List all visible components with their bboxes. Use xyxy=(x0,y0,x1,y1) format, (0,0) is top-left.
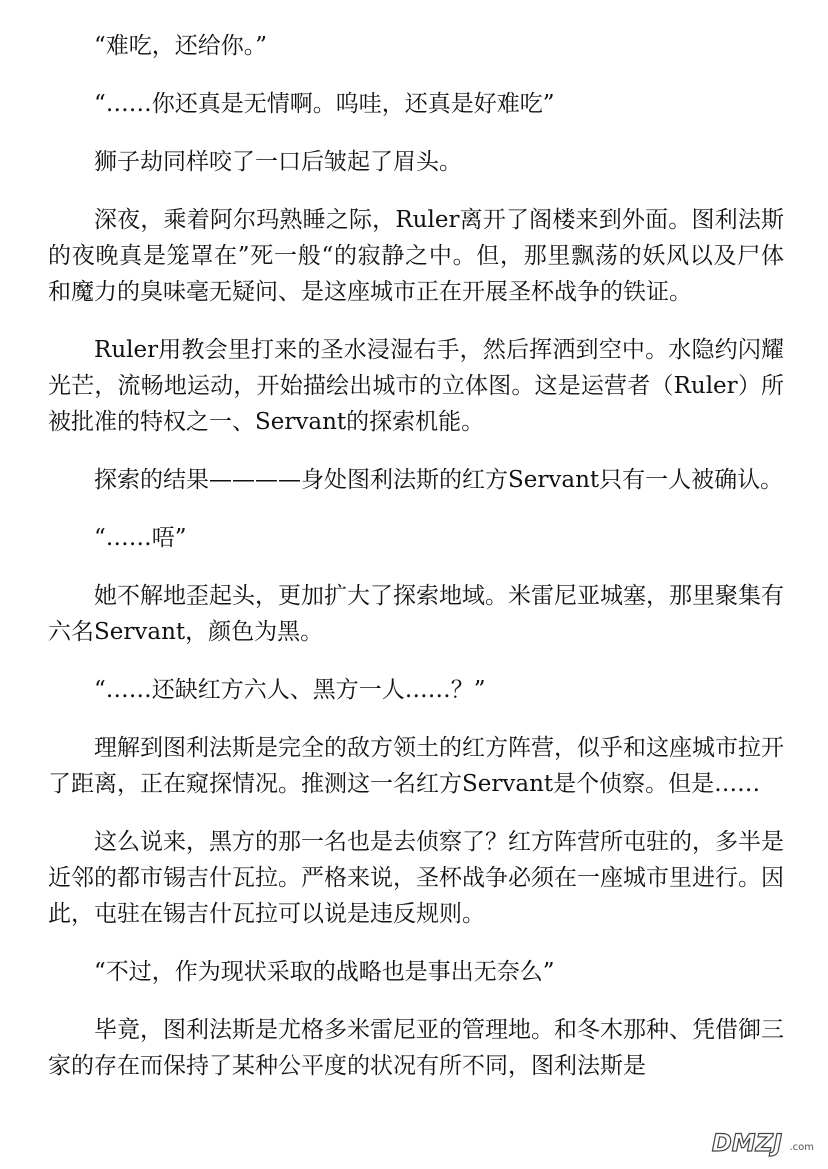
paragraph: “……还缺红方六人、黑方一人……？” xyxy=(94,677,486,703)
paragraph: 狮子劫同样咬了一口后皱起了眉头。 xyxy=(94,149,462,175)
paragraph: “难吃，还给你。” xyxy=(94,33,268,59)
paragraph: 探索的结果————身处图利法斯的红方Servant只有一人被确认。 xyxy=(94,467,784,493)
paragraph: “……唔” xyxy=(94,525,187,551)
paragraph: “……你还真是无情啊。呜哇，还真是好难吃” xyxy=(94,91,555,117)
watermark-logo-text: DMZJ xyxy=(711,1129,782,1157)
paragraph: 她不解地歪起头，更加扩大了探索地域。米雷尼亚城塞，那里聚集有六名Servant，颜色为黑。 xyxy=(48,583,784,645)
paragraph: 理解到图利法斯是完全的敌方领土的红方阵营，似乎和这座城市拉开了距离，正在窥探情况。推测这一名红方Servant是个侦察。但是…… xyxy=(48,735,784,797)
paragraph: “不过，作为现状采取的战略也是事出无奈么” xyxy=(94,959,555,985)
novel-text-body xyxy=(48,28,784,1106)
paragraph: 这么说来，黑方的那一名也是去侦察了？红方阵营所屯驻的，多半是近邻的都市锡吉什瓦拉。严格来说，圣杯战争必须在一座城市里进行。因此，屯驻在锡吉什瓦拉可以说是违反规则。 xyxy=(48,829,784,927)
site-watermark-logo xyxy=(710,1129,820,1163)
paragraph: 深夜，乘着阿尔玛熟睡之际，Ruler离开了阁楼来到外面。图利法斯的夜晚真是笼罩在”死一般“的寂静之中。但，那里飘荡的妖风以及尸体和魔力的臭味毫无疑问、是这座城市正在开展圣杯战争的铁证。 xyxy=(48,207,784,305)
paragraph: 毕竟，图利法斯是尤格多米雷尼亚的管理地。和冬木那种、凭借御三家的存在而保持了某种公平度的状况有所不同，图利法斯是 xyxy=(48,1017,784,1079)
paragraph: Ruler用教会里打来的圣水浸湿右手，然后挥洒到空中。水隐约闪耀光芒，流畅地运动，开始描绘出城市的立体图。这是运营者（Ruler）所被批准的特权之一、Servant的探索机能。 xyxy=(48,337,784,435)
watermark-domain-suffix: .com xyxy=(789,1142,814,1153)
